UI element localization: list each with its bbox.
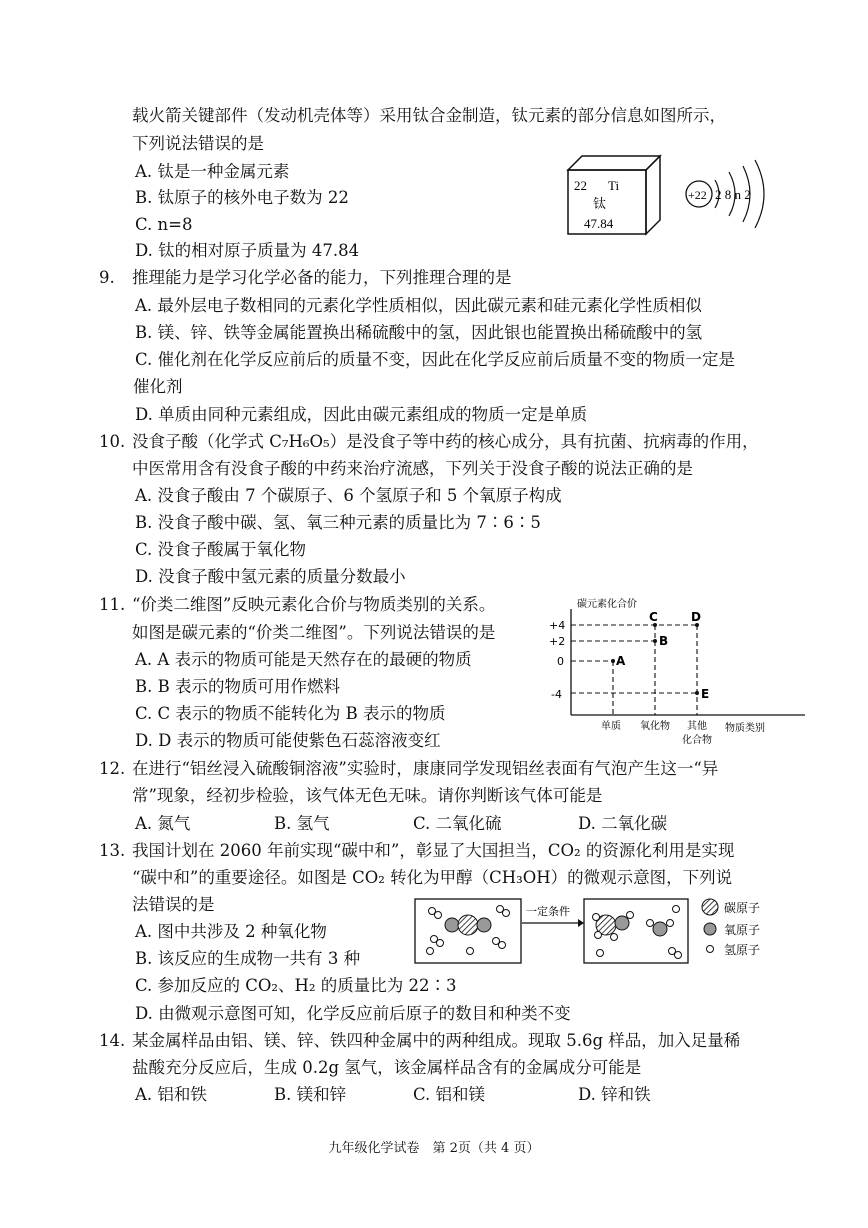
q9-option-a: A. 最外层电子数相同的元素化学性质相似，因此碳元素和硅元素化学性质相似 [135, 296, 702, 315]
q8-option-a: A. 钛是一种金属元素 [135, 162, 290, 181]
q14-option-c: C. 铝和镁 [413, 1085, 486, 1104]
y-tick-plus4: +4 [549, 619, 566, 632]
nucleus-charge: +22 [688, 188, 707, 202]
q13-stem-line1: 我国计划在 2060 年前实现“碳中和”，彰显了大国担当，CO₂ 的资源化利用是实现 [132, 841, 735, 860]
q8-option-b: B. 钛原子的核外电子数为 22 [135, 188, 349, 207]
element-number: 22 [574, 178, 587, 193]
q9-stem: 推理能力是学习化学必备的能力，下列推理合理的是 [132, 268, 512, 287]
q14-option-b: B. 镁和锌 [274, 1085, 347, 1104]
q9-option-b: B. 镁、锌、铁等金属能置换出稀硫酸中的氢，因此银也能置换出稀硫酸中的氢 [135, 323, 703, 342]
q14-number: 14. [99, 1031, 126, 1050]
y-tick-minus4: -4 [551, 688, 562, 701]
q12-option-d: D. 二氧化碳 [578, 814, 668, 833]
element-mass: 47.84 [584, 216, 614, 231]
q11-stem-line1: “价类二维图”反映元素化合价与物质类别的关系。 [132, 595, 496, 614]
x-tick-compound: 化合物 [682, 735, 712, 746]
q11-option-a: A. A 表示的物质可能是天然存在的最硬的物质 [135, 650, 472, 669]
q13-option-b: B. 该反应的生成物一共有 3 种 [135, 949, 361, 968]
q14-option-a: A. 铝和铁 [135, 1085, 207, 1104]
y-tick-plus2: +2 [549, 635, 566, 648]
q14-stem-line2: 盐酸充分反应后，生成 0.2g 氢气，该金属样品含有的金属成分可能是 [132, 1058, 642, 1077]
carbon-atom-icon [702, 899, 718, 915]
legend-oxygen: 氧原子 [724, 923, 761, 937]
point-b: B [659, 634, 669, 648]
point-e: E [701, 687, 710, 701]
q12-option-c: C. 二氧化硫 [413, 814, 502, 833]
q14-stem-line1: 某金属样品由铝、镁、锌、铁四种金属中的两种组成。现取 5.6g 样品，加入足量稀 [132, 1031, 741, 1050]
q11-stem-line2: 如图是碳元素的“价类二维图”。下列说法错误的是 [132, 623, 496, 642]
reaction-condition: 一定条件 [526, 905, 570, 918]
q9-number: 9. [99, 268, 115, 287]
y-axis-label: 碳元素化合价 [577, 599, 637, 610]
legend-carbon: 碳原子 [724, 901, 761, 915]
q10-number: 10. [99, 432, 126, 451]
q8-stem-line1: 载火箭关键部件（发动机壳体等）采用钛合金制造，钛元素的部分信息如图所示， [132, 106, 726, 125]
q12-option-a: A. 氮气 [135, 814, 191, 833]
q13-number: 13. [99, 841, 126, 860]
co2-methanol-micro-diagram [410, 893, 780, 973]
q13-option-a: A. 图中共涉及 2 种氧化物 [135, 922, 327, 941]
q10-stem-line2: 中医常用含有没食子酸的中药来治疗流感，下列关于没食子酸的说法正确的是 [132, 459, 693, 478]
q12-number: 12. [99, 759, 126, 778]
oxygen-atom-icon [704, 923, 716, 935]
q9-option-d: D. 单质由同种元素组成，因此由碳元素组成的物质一定是单质 [135, 405, 588, 424]
page-footer: 九年级化学试卷 第 2页（共 4 页） [328, 1141, 540, 1156]
q9-option-c-cont: 催化剂 [133, 377, 183, 396]
x-axis-label: 物质类别 [725, 723, 765, 734]
legend-hydrogen: 氢原子 [724, 943, 761, 957]
x-tick-element: 单质 [601, 721, 621, 732]
q11-number: 11. [99, 595, 126, 614]
q14-option-d: D. 锌和铁 [578, 1085, 651, 1104]
q12-stem-line1: 在进行“铝丝浸入硫酸铜溶液”实验时，康康同学发现铝丝表面有气泡产生这一“异 [132, 759, 719, 778]
x-tick-other: 其他 [687, 721, 707, 732]
q9-option-c: C. 催化剂在化学反应前后的质量不变，因此在化学反应前后质量不变的物质一定是 [135, 350, 736, 369]
q12-stem-line2: 常”现象，经初步检验，该气体无色无味。请你判断该气体可能是 [132, 786, 603, 805]
element-symbol: Ti [608, 178, 620, 193]
q10-option-d: D. 没食子酸中氢元素的质量分数最小 [135, 567, 406, 586]
q8-option-d: D. 钛的相对原子质量为 47.84 [135, 241, 360, 260]
q11-option-b: B. B 表示的物质可用作燃料 [135, 677, 340, 696]
element-name: 钛 [593, 197, 607, 212]
x-tick-oxide: 氧化物 [640, 721, 670, 732]
point-d: D [691, 610, 701, 624]
q11-option-c: C. C 表示的物质不能转化为 B 表示的物质 [135, 704, 446, 723]
carbon-valence-class-diagram [535, 595, 825, 750]
y-tick-zero: 0 [557, 655, 564, 668]
q8-option-c: C. n=8 [135, 215, 193, 234]
q10-option-a: A. 没食子酸由 7 个碳原子、6 个氢原子和 5 个氧原子构成 [135, 486, 562, 505]
q10-option-c: C. 没食子酸属于氧化物 [135, 540, 307, 559]
hydrogen-atom-icon [707, 946, 714, 953]
q13-stem-line2: “碳中和”的重要途径。如图是 CO₂ 转化为甲醇（CH₃OH）的微观示意图，下列说 [132, 868, 733, 887]
q10-stem-line1: 没食子酸（化学式 C₇H₆O₅）是没食子等中药的核心成分，具有抗菌、抗病毒的作用， [132, 432, 759, 451]
q13-option-c: C. 参加反应的 CO₂、H₂ 的质量比为 22∶3 [135, 976, 457, 995]
q11-option-d: D. D 表示的物质可能使紫色石蕊溶液变红 [135, 731, 441, 750]
q8-stem-line2: 下列说法错误的是 [132, 134, 264, 153]
q13-stem-line3: 法错误的是 [132, 895, 215, 914]
point-c: C [649, 610, 658, 624]
shell-electrons: 2 8 n 2 [715, 187, 751, 202]
q10-option-b: B. 没食子酸中碳、氢、氧三种元素的质量比为 7∶6∶5 [135, 513, 541, 532]
titanium-atom-diagram [685, 152, 785, 232]
point-a: A [616, 654, 626, 668]
titanium-element-card [560, 150, 670, 240]
q13-option-d: D. 由微观示意图可知，化学反应前后原子的数目和种类不变 [135, 1004, 571, 1023]
q12-option-b: B. 氢气 [274, 814, 330, 833]
